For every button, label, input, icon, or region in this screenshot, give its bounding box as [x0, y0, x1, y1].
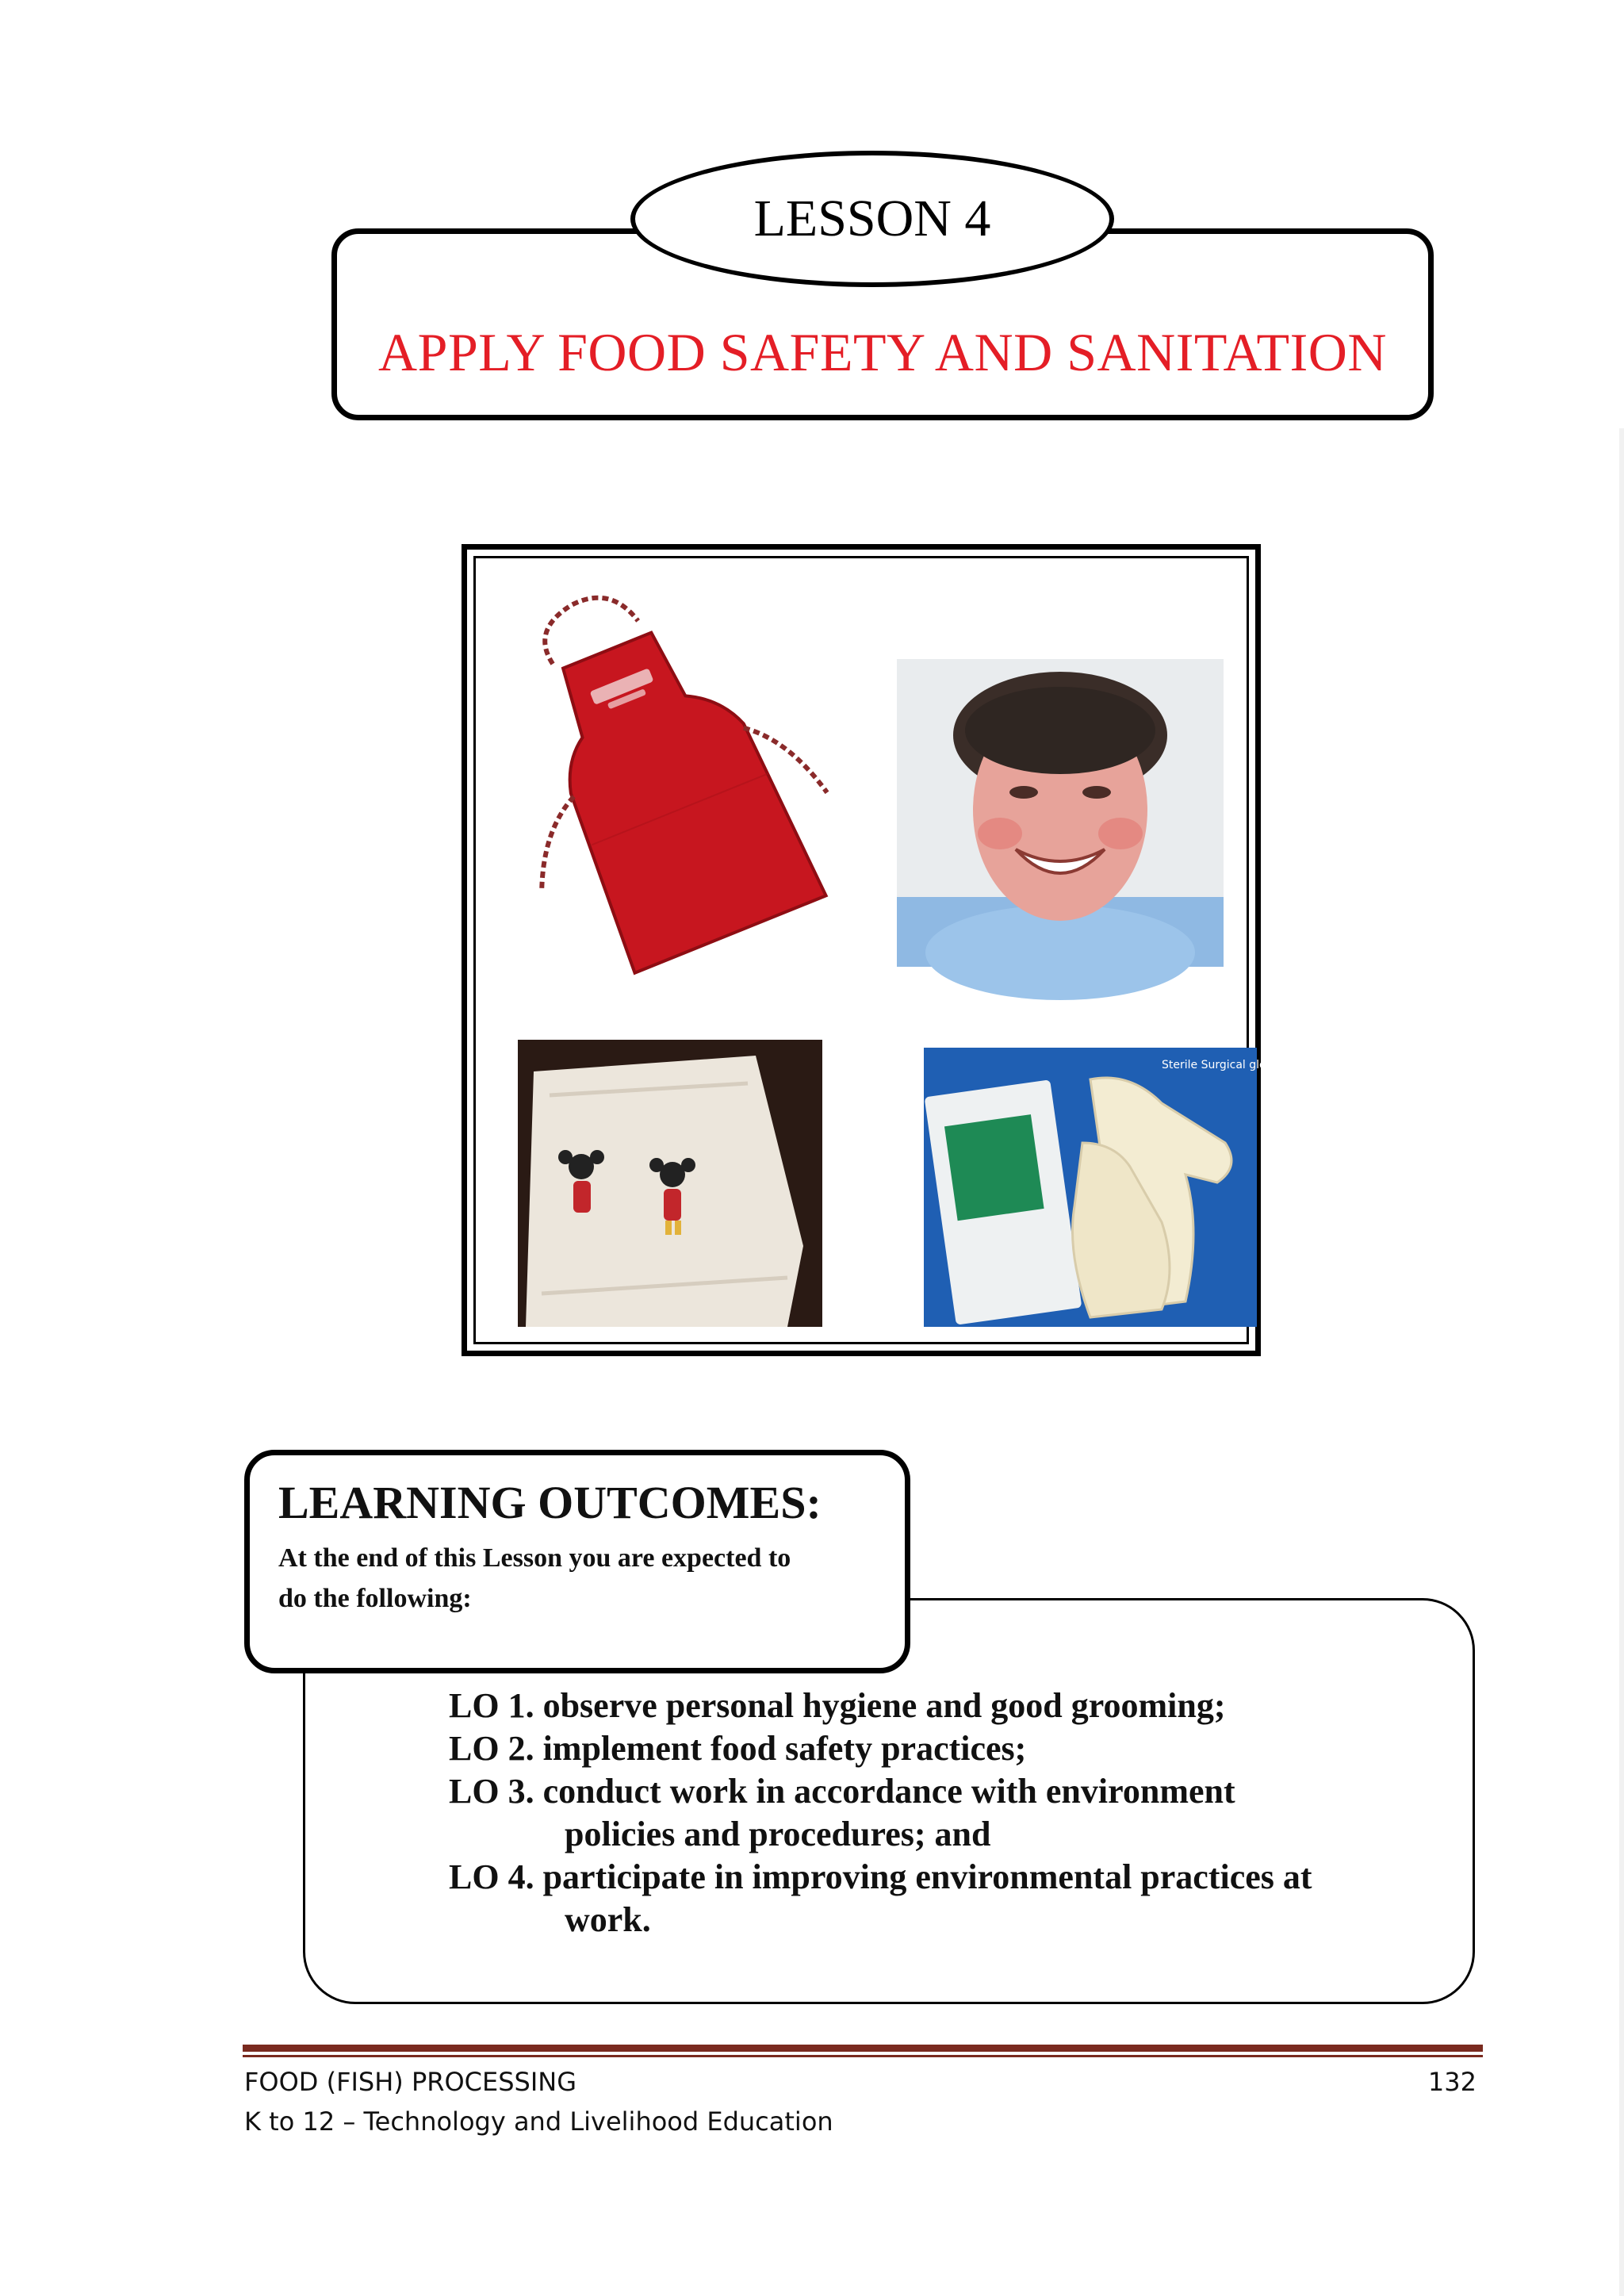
- footer-rule: [243, 2045, 1483, 2052]
- footer-program: K to 12 – Technology and Livelihood Education: [244, 2106, 833, 2137]
- learning-outcome-text: participate in improving environmental practices at: [542, 1857, 1312, 1896]
- learning-outcome-2: [449, 1727, 1464, 1770]
- hairnet-photo: [897, 659, 1224, 967]
- gloves-photo: [924, 1048, 1285, 1327]
- gloves-caption: Sterile Surgical gloves: [1162, 1059, 1285, 1071]
- lesson-number-oval: [630, 151, 1114, 287]
- learning-outcome-4: [449, 1856, 1464, 1941]
- learning-outcome-number: LO 2.: [449, 1729, 534, 1768]
- learning-outcome-continuation: work.: [565, 1900, 651, 1939]
- outcomes-intro-line-2: do the following:: [278, 1583, 472, 1613]
- learning-outcome-number: LO 4.: [449, 1857, 534, 1896]
- footer-text: [244, 2062, 833, 2141]
- learning-outcome-3: [449, 1770, 1464, 1856]
- page-number: 132: [1427, 2067, 1477, 2097]
- outcomes-intro-line-1: At the end of this Lesson you are expected to: [278, 1543, 791, 1573]
- outcomes-heading-box: [244, 1450, 910, 1673]
- lesson-title: APPLY FOOD SAFETY AND SANITATION: [378, 322, 1387, 382]
- footer-rule-thin: [243, 2055, 1483, 2057]
- learning-outcome-text: conduct work in accordance with environment: [542, 1772, 1235, 1811]
- learning-outcome-text: implement food safety practices;: [542, 1729, 1027, 1768]
- outcomes-intro: [278, 1538, 876, 1619]
- apron-image: [495, 573, 852, 1002]
- towel-photo: [518, 1040, 822, 1327]
- lesson-number-label: LESSON 4: [753, 190, 991, 247]
- learning-outcome-number: LO 1.: [449, 1686, 534, 1725]
- learning-outcome-list: [449, 1685, 1464, 1941]
- footer-subject: FOOD (FISH) PROCESSING: [244, 2067, 577, 2097]
- learning-outcome-text: observe personal hygiene and good grooming;: [542, 1686, 1226, 1725]
- figure-frame: [462, 544, 1285, 1356]
- outcomes-heading: LEARNING OUTCOMES:: [278, 1477, 822, 1528]
- learning-outcome-continuation: policies and procedures; and: [565, 1815, 991, 1853]
- learning-outcome-1: [449, 1685, 1464, 1727]
- page-edge-shadow: [1619, 428, 1624, 2296]
- learning-outcome-number: LO 3.: [449, 1772, 534, 1811]
